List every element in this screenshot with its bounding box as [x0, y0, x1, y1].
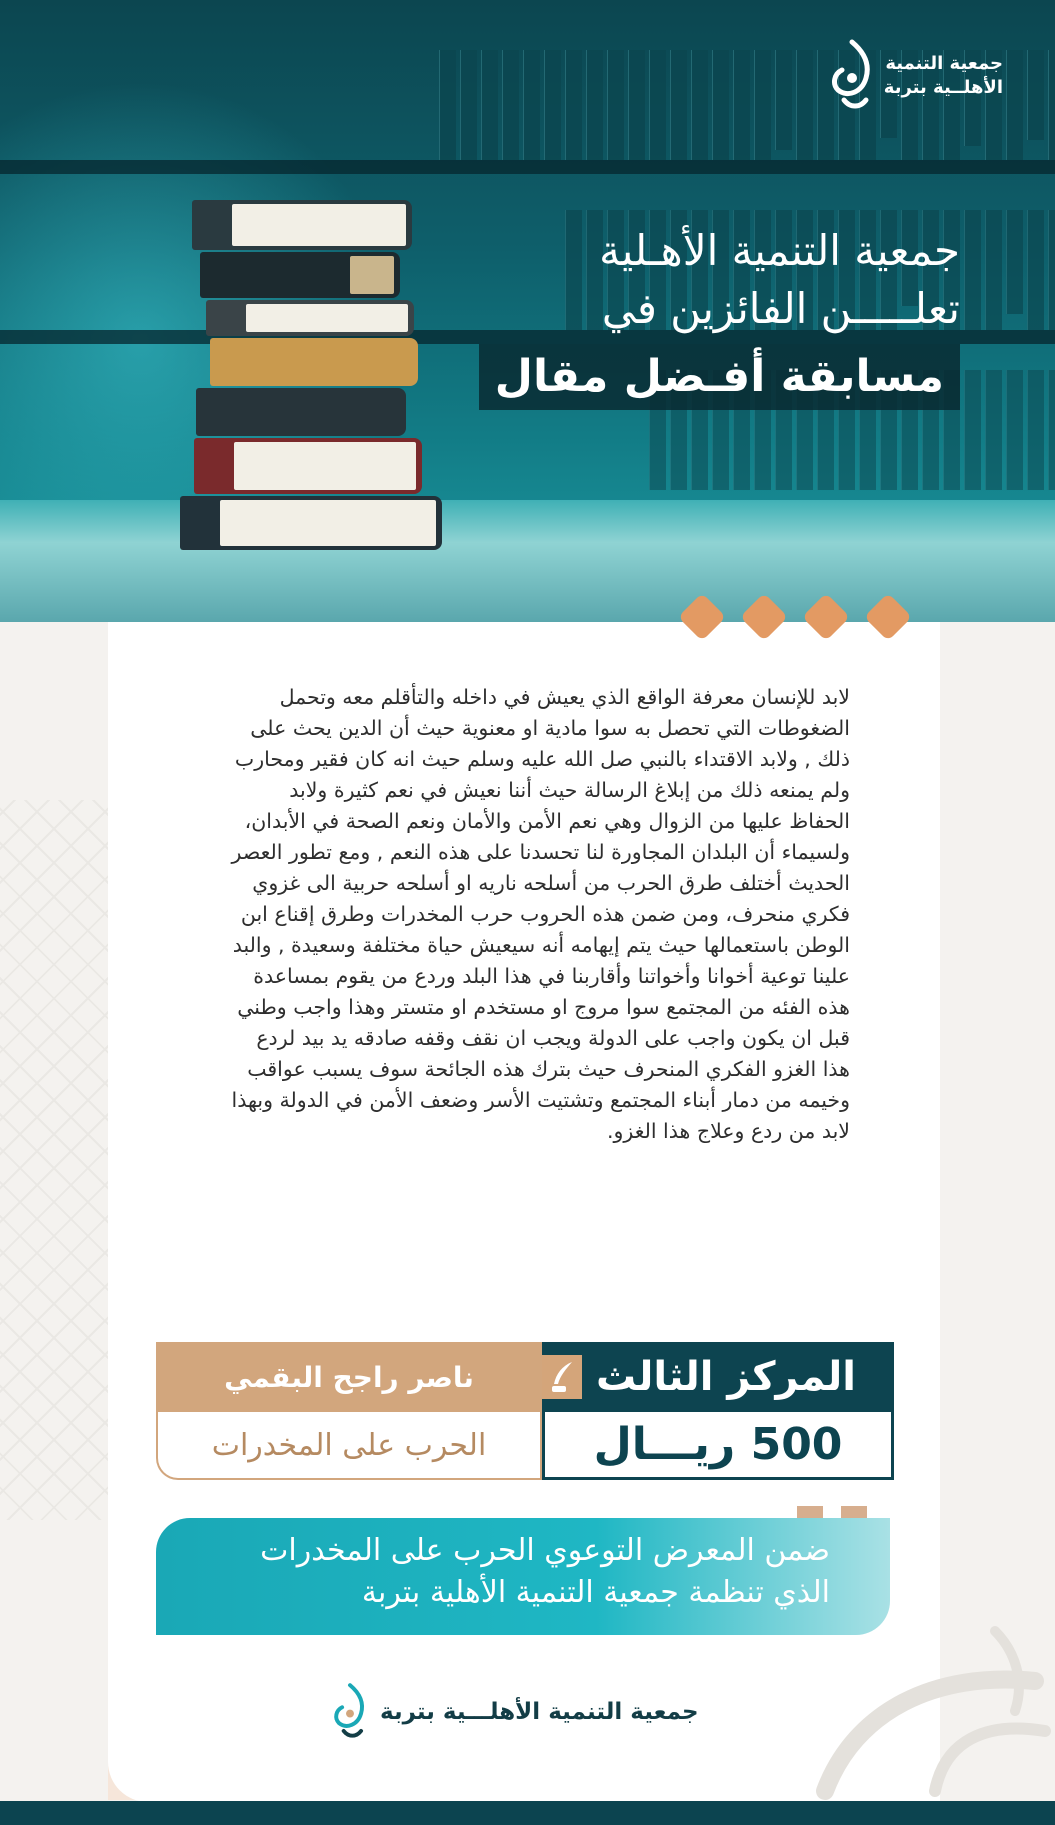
heading-line-3: مسابقة أفـضل مقال	[479, 344, 960, 410]
diamond-dot	[802, 593, 850, 641]
article-body: لابد للإنسان معرفة الواقع الذي يعيش في داخله والتأقلم معه وتحمل الضغوطات التي تحصل به سوا مادية او معنوية حيث أن الدين يحث على ذلك , ولابد الاقتداء بالنبي صل الله عليه وسلم حيث انه كان فقير ومحارب ولم يمنعه ذلك من إبلاغ الرسالة حيث أننا نعيش في نعم كثيرة ولابد الحفاظ عليها من الزوال وهي نعم الأمن والأمان ونعم الصحة في الأبدان، ولسيماء أن البلدان المجاورة لنا تحسدنا على هذه النعم , ومع تطور العصر الحديث أختلف طرق الحرب من أسلحه ناريه او أسلحه حربية الى غزوي فكري منحرف، ومن ضمن هذه الحروب حرب المخدرات وطرق إقناع ابن الوطن باستعمالها حيث يتم إيهامه أنه سيعيش حياة مختلفة وسعيدة , والبد علينا توعية أخوانا وأخواتنا وأقاربنا في هذا البلد وردع من يقوم بمساعدة هذه الفئه من المجتمع سوا مروج او مستخدم او متستر وهذا واجب وطني قبل ان يكون واجب على الدولة ويجب ان نقف وقفه صادقه يد بيد لردع هذا الغزو الفكري المنحرف حيث بترك هذه الجائحة سوف يسبب عواقب وخيمه من دمار أبناء المجتمع وتشتيت الأسر وضعف الأمن في الدولة وبهذا لابد من ردع وعلاج هذا الغزو.	[231, 685, 850, 1143]
footer-logo-text: جمعية التنمية الأهلـــية بتربة	[380, 1699, 699, 1725]
exhibition-banner	[156, 1518, 890, 1635]
quill-inkwell-icon	[542, 1355, 582, 1399]
geometric-pattern-decoration	[0, 800, 108, 1520]
winner-name: ناصر راجح البقمي	[224, 1360, 474, 1394]
diamond-dot	[864, 593, 912, 641]
prize-amount: 500 ريـــال	[593, 1419, 843, 1470]
diamond-dot	[678, 593, 726, 641]
logo-text-line1: جمعية التنمية	[885, 53, 1003, 74]
association-logo-icon	[830, 38, 874, 114]
association-logo-icon	[330, 1682, 370, 1742]
calligraphy-decoration	[815, 1591, 1055, 1801]
heading-line-2: تعلـــــن الفائزين في	[601, 284, 960, 333]
decorative-dots	[685, 600, 905, 634]
banner-line-1: ضمن المعرض التوعوي الحرب على المخدرات	[260, 1533, 830, 1568]
footer-logo	[330, 1682, 699, 1742]
prize-amount-box	[542, 1412, 894, 1480]
book-stack-illustration	[180, 200, 450, 550]
shelf	[0, 160, 1055, 174]
announcement-heading	[479, 222, 960, 410]
place-label: المركز الثالث	[596, 1354, 856, 1400]
hero-banner	[0, 0, 1055, 622]
footer-bar	[0, 1801, 1055, 1825]
article-title: الحرب على المخدرات	[211, 1427, 487, 1463]
heading-line-1: جمعية التنمية الأهـلية	[599, 226, 960, 275]
winner-name-header	[156, 1342, 542, 1412]
association-logo	[830, 38, 1003, 114]
place-header	[542, 1342, 894, 1412]
winner-card	[156, 1342, 894, 1480]
diamond-dot	[740, 593, 788, 641]
logo-text-line2: الأهلــية بتربة	[883, 77, 1003, 98]
banner-line-2: الذي تنظمة جمعية التنمية الأهلية بتربة	[361, 1575, 830, 1610]
article-title-box	[156, 1412, 542, 1480]
